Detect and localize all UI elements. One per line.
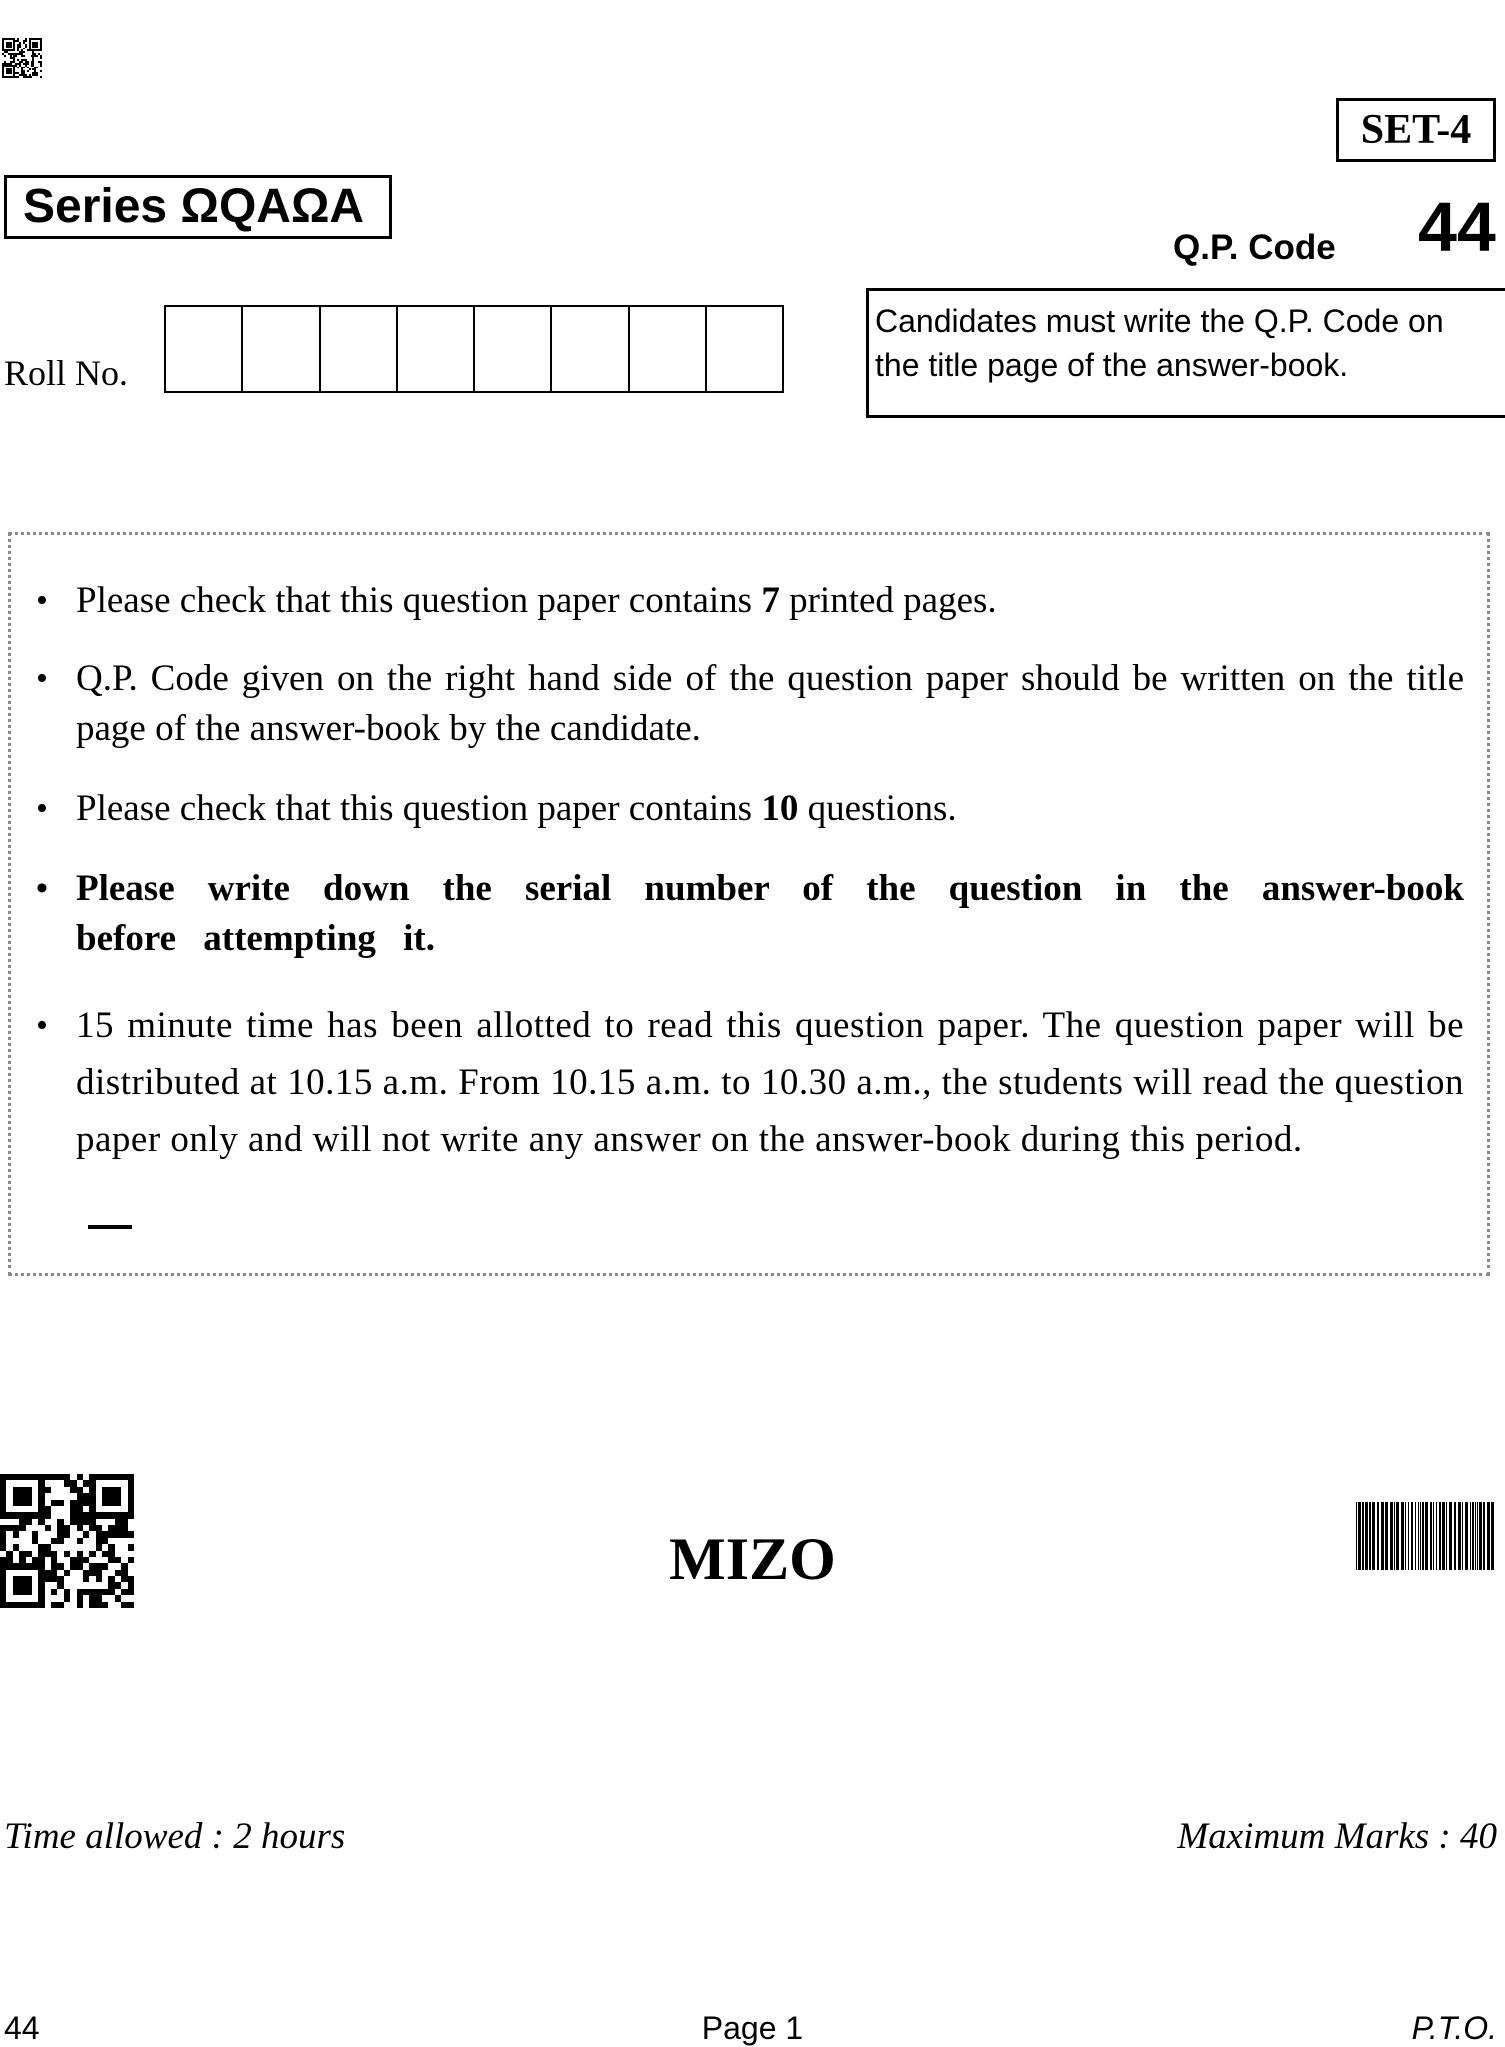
barcode-bar	[1449, 1502, 1452, 1570]
roll-digit-box	[630, 307, 707, 391]
instruction-item	[76, 784, 1464, 834]
roll-number-label: Roll No.	[4, 353, 129, 393]
barcode-bar	[1430, 1502, 1432, 1570]
qr-module	[128, 1602, 134, 1608]
footer-page-number: Page 1	[701, 2010, 804, 2046]
barcode-icon	[1356, 1502, 1494, 1570]
barcode-bar	[1436, 1502, 1437, 1570]
barcode-bar	[1446, 1502, 1447, 1570]
qp-code-label: Q.P. Code	[1173, 228, 1336, 267]
barcode-bar	[1420, 1502, 1421, 1570]
barcode-bar	[1472, 1502, 1474, 1570]
roll-digit-box	[475, 307, 552, 391]
barcode-bar	[1408, 1502, 1409, 1570]
barcode-bar	[1365, 1502, 1368, 1570]
barcode-bar	[1491, 1502, 1494, 1570]
barcode-bar	[1390, 1502, 1393, 1570]
instruction-item: • 15 minute time has been allotted to read this question paper. The question paper will be distributed at 10.15 a.m. From 10.15 a.m. to 10.30 a.m., the students will read the question paper only and will not write any answer on the answer-book during this period.	[76, 997, 1464, 1168]
instruction-text: Please check that this question paper contains	[76, 788, 762, 829]
barcode-bar	[1369, 1502, 1371, 1570]
question-count: 10	[761, 788, 799, 829]
underline-mark	[88, 1225, 132, 1229]
candidate-note-line: Candidates must write the Q.P. Code on	[875, 303, 1444, 339]
barcode-bar	[1475, 1502, 1476, 1570]
instruction-text: printed pages.	[779, 580, 997, 621]
qr-module	[40, 76, 42, 78]
barcode-bar	[1358, 1502, 1361, 1570]
barcode-bar	[1356, 1502, 1357, 1570]
page-count: 7	[761, 580, 780, 621]
barcode-bar	[1479, 1502, 1482, 1570]
roll-digit-box	[321, 307, 398, 391]
roll-digit-box	[243, 307, 320, 391]
barcode-bar	[1462, 1502, 1463, 1570]
instruction-text: Please check that this question paper contains	[76, 580, 762, 621]
barcode-bar	[1487, 1502, 1490, 1570]
barcode-bar	[1465, 1502, 1468, 1570]
barcode-bar	[1483, 1502, 1485, 1570]
roll-digit-box	[398, 307, 475, 391]
barcode-bar	[1401, 1502, 1404, 1570]
barcode-bar	[1372, 1502, 1375, 1570]
instruction-text: questions.	[798, 788, 957, 829]
roll-number-boxes	[164, 305, 784, 393]
barcode-bar	[1458, 1502, 1461, 1570]
roll-digit-box	[707, 307, 782, 391]
instruction-item: • Please write down the serial number of the question in the answer-book before attempting it.	[76, 864, 1464, 964]
barcode-bar	[1385, 1502, 1388, 1570]
candidate-note	[866, 288, 1505, 418]
subject-title: MIZO	[669, 1526, 836, 1592]
barcode-bar	[1454, 1502, 1456, 1570]
barcode-bar	[1477, 1502, 1478, 1570]
barcode-bar	[1415, 1502, 1416, 1570]
barcode-bar	[1381, 1502, 1384, 1570]
qp-code-value: 44	[1418, 188, 1496, 266]
series-label: Series ΩQAΩA	[4, 175, 392, 239]
maximum-marks: Maximum Marks : 40	[1177, 1816, 1497, 1857]
qr-code-icon	[2, 38, 42, 78]
barcode-bar	[1362, 1502, 1364, 1570]
roll-digit-box	[166, 307, 243, 391]
instruction-item: • Q.P. Code given on the right hand side of the question paper should be written on the title page of the answer-book by the candidate.	[76, 654, 1464, 754]
barcode-bar	[1433, 1502, 1434, 1570]
barcode-bar	[1396, 1502, 1399, 1570]
barcode-bar	[1377, 1502, 1379, 1570]
barcode-bar	[1442, 1502, 1445, 1570]
footer-qp-code: 44	[4, 2010, 40, 2046]
footer-pto: P.T.O.	[1411, 2010, 1497, 2046]
barcode-bar	[1470, 1502, 1471, 1570]
barcode-bar	[1411, 1502, 1413, 1570]
barcode-bar	[1394, 1502, 1395, 1570]
instruction-item	[76, 576, 1464, 626]
barcode-bar	[1425, 1502, 1428, 1570]
barcode-bar	[1418, 1502, 1419, 1570]
barcode-bar	[1439, 1502, 1441, 1570]
barcode-bar	[1422, 1502, 1424, 1570]
time-allowed: Time allowed : 2 hours	[4, 1816, 346, 1857]
set-badge: SET-4	[1336, 98, 1496, 162]
barcode-bar	[1405, 1502, 1406, 1570]
candidate-note-line: the title page of the answer-book.	[875, 347, 1349, 383]
roll-digit-box	[552, 307, 629, 391]
